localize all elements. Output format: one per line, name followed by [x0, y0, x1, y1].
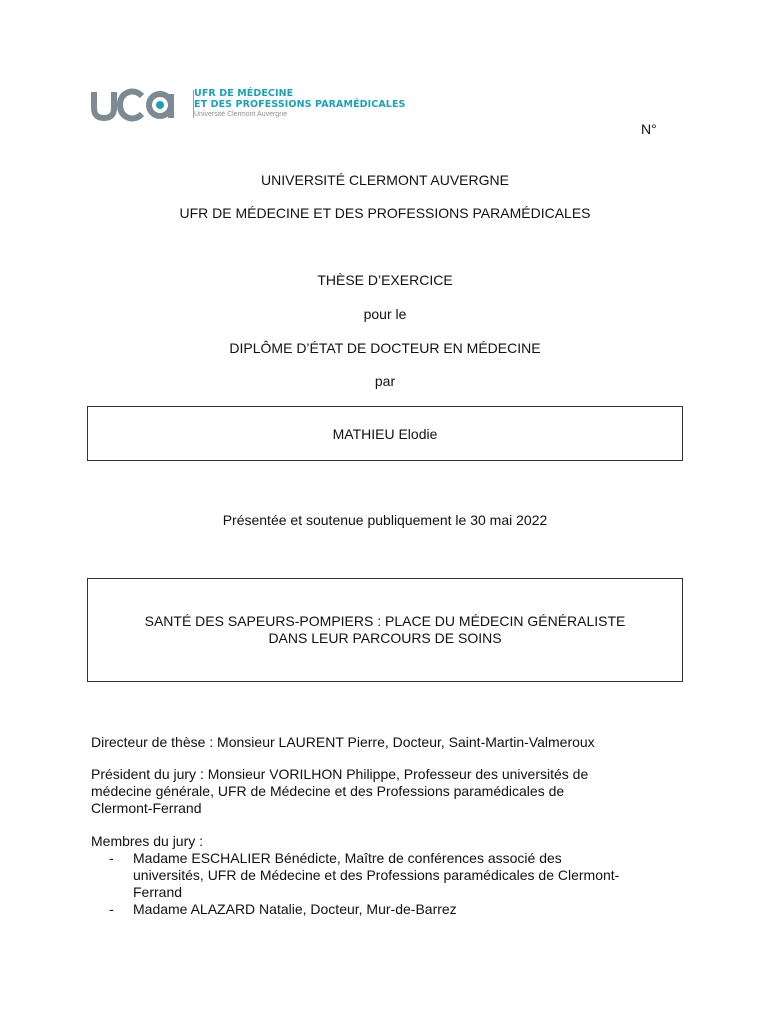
author-name: MATHIEU Elodie: [332, 425, 438, 442]
diploma-name: DIPLÔME D’ÉTAT DE DOCTEUR EN MÉDECINE: [229, 340, 541, 356]
logo-text-line1: UFR DE MÉDECINE: [194, 88, 294, 99]
list-item: [91, 850, 691, 901]
jury-president-line3: Clermont-Ferrand: [91, 800, 202, 816]
thesis-title-box: [87, 578, 683, 682]
jury-members-label: Membres du jury :: [91, 833, 204, 849]
par-text: par: [374, 373, 396, 389]
pour-le-text: pour le: [363, 306, 407, 322]
faculty-logo: [90, 86, 410, 126]
jury-president: [91, 766, 691, 817]
jury-member-line: Ferrand: [133, 884, 183, 900]
jury-member-line: universités, UFR de Médecine et des Professions paramédicales de Clermont-: [133, 867, 620, 883]
logo-text-line3: Université Clermont Auvergne: [194, 111, 287, 118]
list-dash: -: [109, 850, 114, 866]
jury-president-line2: médecine générale, UFR de Médecine et des Professions paramédicales de: [91, 783, 565, 799]
university-name: UNIVERSITÉ CLERMONT AUVERGNE: [261, 172, 509, 188]
jury-member-line: Madame ALAZARD Natalie, Docteur, Mur-de-Barrez: [133, 901, 457, 917]
thesis-title-line1: SANTÉ DES SAPEURS-POMPIERS : PLACE DU MÉDECIN GÉNÉRALISTE: [144, 613, 626, 629]
thesis-number: N°: [641, 121, 657, 137]
uca-logo-icon: [90, 86, 182, 122]
author-box: [87, 406, 683, 461]
thesis-type: THÈSE D’EXERCICE: [317, 272, 453, 288]
logo-text-line2: ET DES PROFESSIONS PARAMÉDICALES: [194, 99, 406, 110]
defense-date: Présentée et soutenue publiquement le 30 mai 2022: [222, 512, 548, 528]
list-dash: -: [109, 901, 114, 917]
jury-member-line: Madame ESCHALIER Bénédicte, Maître de conférences associé des: [133, 850, 562, 866]
list-item: [91, 901, 691, 918]
thesis-director: Directeur de thèse : Monsieur LAURENT Pierre, Docteur, Saint-Martin-Valmeroux: [91, 734, 595, 750]
faculty-name: UFR DE MÉDECINE ET DES PROFESSIONS PARAMÉDICALES: [179, 205, 591, 221]
jury-president-line1: Président du jury : Monsieur VORILHON Philippe, Professeur des universités de: [91, 766, 589, 782]
jury-members-list: [91, 850, 691, 918]
thesis-title: [145, 613, 626, 647]
thesis-title-line2: DANS LEUR PARCOURS DE SOINS: [268, 630, 502, 646]
